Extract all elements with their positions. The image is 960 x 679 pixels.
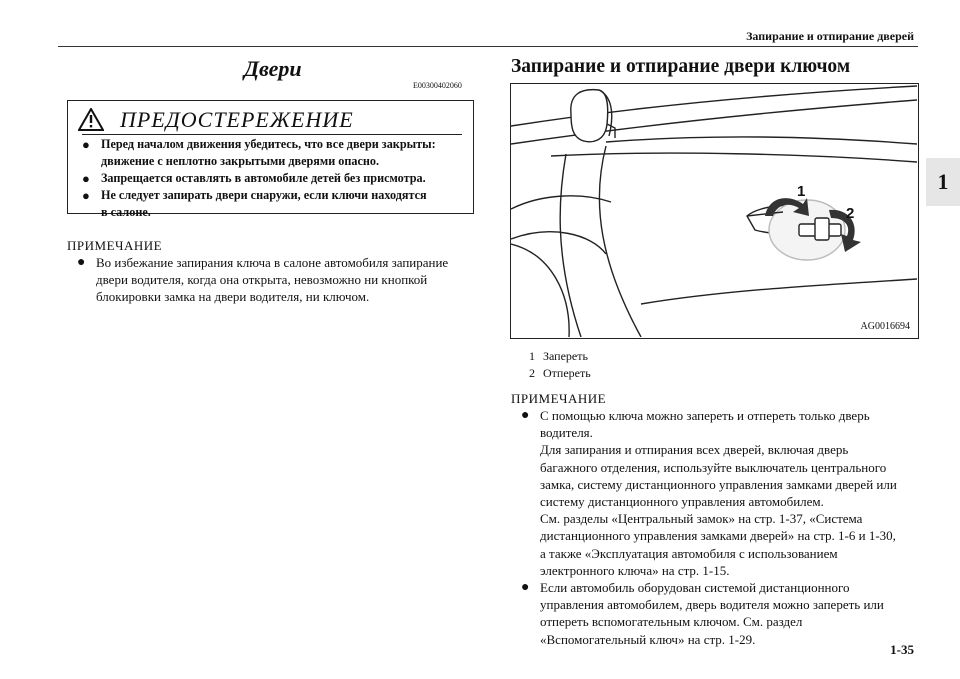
warning-item: ● Запрещается оставлять в автомобиле детей без присмотра. <box>82 171 426 186</box>
note-item: ● Во избежание запирания ключа в салоне автомобиля запирание двери водителя, когда она открыта, невозможно ни кнопкой блокировки замка на двери водителя, ни ключом. <box>77 255 449 305</box>
page-number: 1-35 <box>890 642 914 657</box>
figure-label-1: 1 <box>797 183 806 200</box>
warning-header <box>68 107 473 131</box>
section-code: E00300402060 <box>413 81 462 90</box>
warning-box <box>67 100 474 219</box>
note-item: ● Если автомобиль оборудован системой дистанционного управления автомобилем, дверь водителя можно запереть или отпереть вспомогательным ключом. См. раздел «Вспомогательный ключ» на стр. 1-29. <box>521 580 884 647</box>
figure-legend <box>529 348 591 382</box>
bullet-icon: ● <box>521 580 530 596</box>
legend-item: 1 Запереть <box>529 349 588 363</box>
chapter-tab: 1 <box>926 158 960 206</box>
door-key-figure <box>510 83 919 339</box>
running-header: Запирание и отпирание дверей <box>746 29 914 43</box>
warning-title: ПРЕДОСТЕРЕЖЕНИЕ <box>120 107 354 132</box>
note-label: ПРИМЕЧАНИЕ <box>67 238 163 253</box>
warning-triangle-icon <box>78 108 104 131</box>
bullet-icon: ● <box>82 188 90 203</box>
warning-item: ● Перед началом движения убедитесь, что все двери закрыты: движение с неплотно закрытыми дверями опасно. <box>82 137 436 168</box>
warning-divider <box>82 134 462 135</box>
section-title: Двери <box>244 56 302 81</box>
note-list <box>511 407 926 648</box>
bullet-icon: ● <box>82 171 90 186</box>
car-door-illustration <box>511 84 917 337</box>
right-note <box>511 391 926 648</box>
note-list <box>67 254 482 306</box>
header-rule <box>58 46 918 47</box>
figure-code: AG0016694 <box>860 321 910 332</box>
figure-label-2: 2 <box>846 205 855 222</box>
bullet-icon: ● <box>521 408 530 423</box>
subsection-title: Запирание и отпирание двери ключом <box>511 56 851 77</box>
note-label: ПРИМЕЧАНИЕ <box>511 391 607 406</box>
note-item: ● С помощью ключа можно запереть и отпереть только дверь водителя. Для запирания и отпирания всех дверей, включая дверь багажного отделения, используйте выключатель центрального замка, систему дистанционного управления замками дверей или систему дистанционного управления автомобилем. См. разделы «Центральный замок» на стр. 1-37, «Система дистанционного управления замками дверей» на стр. 1-6 и 1-30, а также «Эксплуатация автомобиля с использованием электронного ключа» на стр. 1-15. <box>521 408 897 578</box>
legend-item: 2 Отпереть <box>529 366 591 380</box>
left-note <box>67 238 482 306</box>
warning-item: ● Не следует запирать двери снаружи, если ключи находятся в салоне. <box>82 188 427 219</box>
bullet-icon: ● <box>82 137 90 152</box>
warning-list <box>80 136 463 221</box>
bullet-icon: ● <box>77 255 86 270</box>
